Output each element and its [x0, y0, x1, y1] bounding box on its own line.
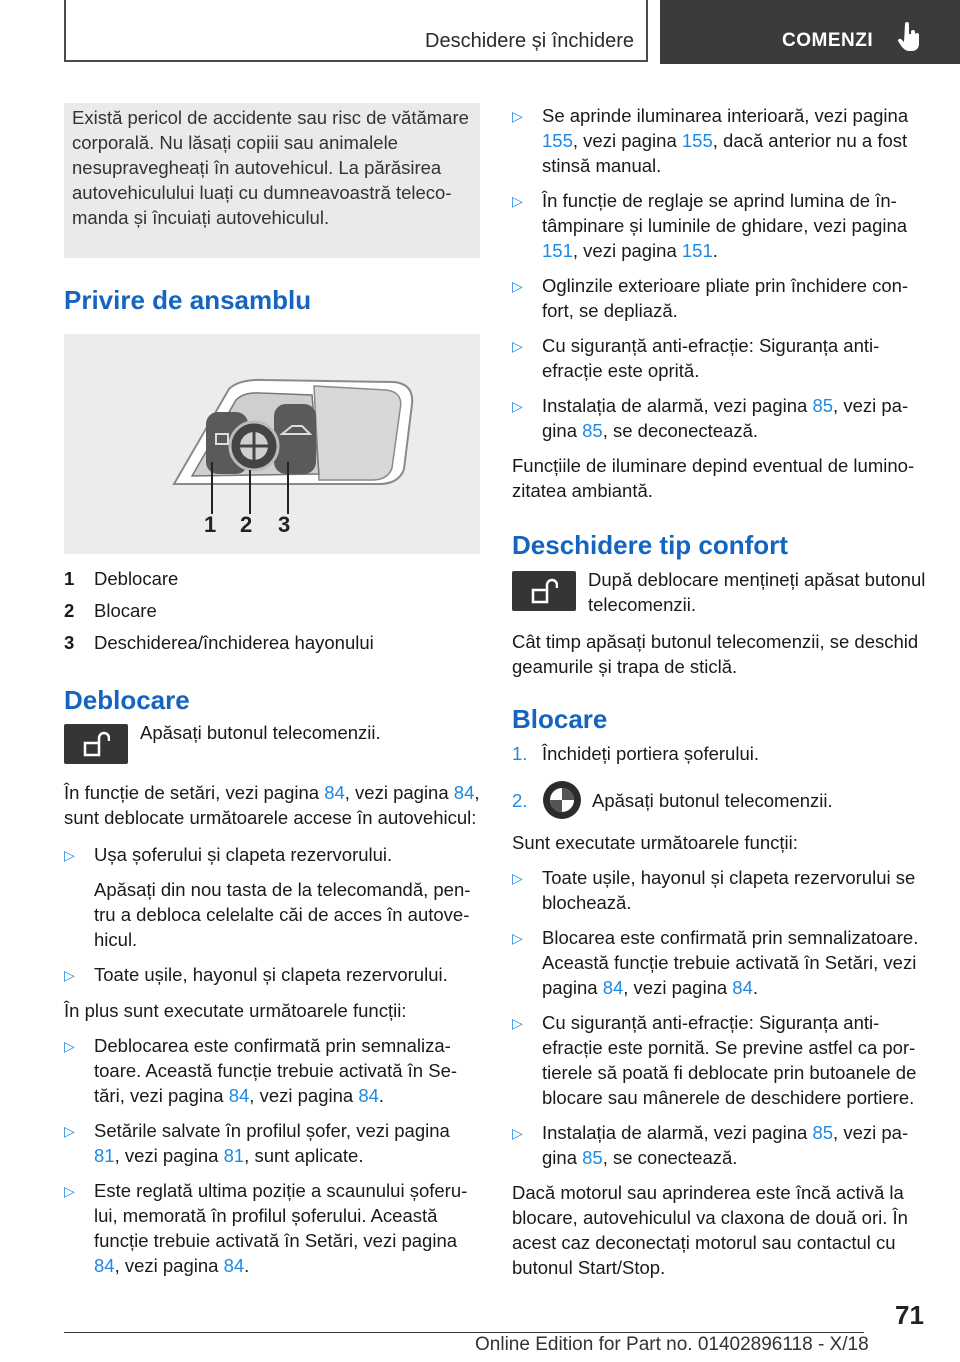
comfort-heading: Deschidere tip confort	[512, 530, 788, 560]
page-link[interactable]: 155	[681, 130, 713, 151]
hand-pointer-icon	[896, 22, 924, 52]
list-item: ▷ În funcție de reglaje se aprind lumina de întâmpinare și luminile de ghidare, vezi pagina 151, vezi pagina 151.	[512, 190, 908, 261]
legend-item: 3 Deschiderea/închiderea hayonului	[64, 631, 374, 653]
list-item: ▷ Ușa șoferului și clapeta rezervorului. Apăsați din nou tasta de la telecomandă, pentru a debloca celelalte căi de acces în autovehicul.	[64, 844, 471, 950]
list-item: ▷ Este reglată ultima poziție a scaunului șoferului, memorată în profilul șoferului. Această funcție trebuie activată în Setări, vezi pagina 84, vezi pagina 84.	[64, 1180, 468, 1276]
list-item: ▷ Oglinzile exterioare pliate prin închidere confort, se depliază.	[512, 275, 909, 321]
footer-divider	[64, 1332, 864, 1333]
page-link[interactable]: 85	[582, 1147, 603, 1168]
bullet-triangle-icon: ▷	[512, 278, 523, 294]
unlock-settings-paragraph: În funcție de setări, vezi pagina 84, vezi pagina 84, sunt deblocate următoarele accese în autovehicul:	[64, 782, 480, 828]
page-link[interactable]: 84	[228, 1085, 250, 1106]
executed-text: Sunt executate următoarele funcții:	[512, 832, 798, 853]
legend-item: 1 Deblocare	[64, 567, 179, 589]
page-link[interactable]: 155	[542, 130, 573, 151]
list-item: ▷ Cu siguranță anti-efracție: Siguranța anti-efracție este oprită.	[512, 335, 880, 381]
unlock-button-symbol	[64, 724, 128, 764]
list-item: ▷ Setările salvate în profilul șofer, vezi pagina 81, vezi pagina 81, sunt aplicate.	[64, 1120, 450, 1166]
warning-text: Există pericol de accidente sau risc de vătămare corporală. Nu lăsați copiii sau animalele nesupravegheați în autovehicul. La părăsirea autovehiculului luați cu dumneavoastră telecomanda și încuiați autovehiculul.	[72, 107, 469, 228]
page-link[interactable]: 81	[94, 1145, 115, 1166]
bullet-triangle-icon: ▷	[64, 967, 75, 983]
list-item: ▷ Toate ușile, hayonul și clapeta rezervorului.	[64, 962, 480, 988]
unlock-text: Apăsați butonul telecomenzii.	[140, 722, 381, 743]
fob-legend	[64, 562, 480, 658]
page-link[interactable]: 84	[324, 782, 345, 803]
page-link[interactable]: 84	[94, 1255, 115, 1276]
bullet-triangle-icon: ▷	[64, 1183, 75, 1199]
bmw-logo-icon	[542, 780, 582, 820]
unlock-icon	[530, 577, 558, 605]
bullet-triangle-icon: ▷	[512, 930, 523, 946]
legend-item: 2 Blocare	[64, 599, 157, 621]
list-item: ▷ Toate ușile, hayonul și clapeta rezervorului se blochează.	[512, 867, 916, 913]
warning-box	[64, 103, 480, 258]
page-link[interactable]: 84	[732, 977, 753, 998]
key-fob-illustration	[64, 334, 480, 554]
bullet-triangle-icon: ▷	[512, 870, 523, 886]
list-item: ▷ Cu siguranță anti-efracție: Siguranța anti-efracție este pornită. Se previne astfel ca portierele să poată fi deblocate prin butoanele de blocare sau mânerele de deschidere portiere.	[512, 1012, 917, 1108]
page-link[interactable]: 85	[812, 1122, 834, 1143]
list-item: ▷ Blocarea este confirmată prin semnalizatoare. Această funcție trebuie activată în Setări, vezi pagina 84, vezi pagina 84.	[512, 927, 919, 998]
bullet-triangle-icon: ▷	[512, 398, 523, 414]
section-title: Deschidere și închidere	[425, 30, 634, 52]
comfort-text: După deblocare mențineți apăsat butonul telecomenzii.	[588, 569, 926, 615]
comfort-text-2: Cât timp apăsați butonul telecomenzii, se deschid geamurile și trapa de sticlă.	[512, 631, 919, 677]
page-link[interactable]: 84	[453, 782, 475, 803]
page-link[interactable]: 151	[681, 240, 713, 261]
list-item: 1. Închideți portiera șoferului.	[512, 743, 759, 764]
bullet-triangle-icon: ▷	[64, 847, 75, 863]
page-link[interactable]: 84	[358, 1085, 379, 1106]
bullet-triangle-icon: ▷	[64, 1123, 75, 1139]
page-link[interactable]: 85	[582, 420, 603, 441]
bullet-triangle-icon: ▷	[512, 1015, 523, 1031]
key-fob-icon	[64, 334, 480, 554]
lighting-note: Funcțiile de iluminare depind eventual de luminozitatea ambiantă.	[512, 455, 915, 501]
unlock-heading: Deblocare	[64, 685, 190, 715]
list-item: ▷ Instalația de alarmă, vezi pagina 85, vezi pagina 85, se deconectează.	[512, 395, 909, 441]
list-item: ▷ Instalația de alarmă, vezi pagina 85, vezi pagina 85, se conectează.	[512, 1122, 909, 1168]
page-link[interactable]: 84	[223, 1255, 245, 1276]
right-column	[512, 103, 926, 1280]
header-section-box	[64, 0, 648, 62]
page-link[interactable]: 85	[812, 395, 834, 416]
bullet-triangle-icon: ▷	[512, 108, 523, 124]
list-item: ▷ Deblocarea este confirmată prin semnalizatoare. Această funcție trebuie activată în Setări, vezi pagina 84, vezi pagina 84.	[64, 1035, 458, 1106]
page-link[interactable]: 151	[542, 240, 573, 261]
overview-heading: Privire de ansamblu	[64, 285, 312, 315]
lock-heading: Blocare	[512, 704, 608, 734]
unlock-button-symbol	[512, 571, 576, 611]
list-item: ▷ Se aprinde iluminarea interioară, vezi pagina 155, vezi pagina 155, dacă anterior nu a fost stinsă manual.	[512, 105, 909, 176]
fob-label-2: 2	[240, 512, 253, 537]
page-link[interactable]: 81	[223, 1145, 245, 1166]
bullet-triangle-icon: ▷	[64, 1038, 75, 1054]
chapter-title: COMENZI	[782, 30, 874, 51]
bullet-triangle-icon: ▷	[512, 338, 523, 354]
chapter-tab[interactable]	[660, 0, 960, 64]
unlock-icon	[82, 730, 110, 758]
bullet-triangle-icon: ▷	[512, 1125, 523, 1141]
extra-functions-text: În plus sunt executate următoarele funcții:	[64, 1000, 407, 1021]
bullet-triangle-icon: ▷	[512, 193, 523, 209]
engine-note: Dacă motorul sau aprinderea este încă activă la blocare, autovehiculul va claxona de două ori. În acest caz deconectați motorul sau contactul cu butonul Start/Stop.	[512, 1182, 908, 1278]
edition-text: Online Edition for Part no. 01402896118 - X/18	[475, 1334, 869, 1355]
page-link[interactable]: 84	[602, 977, 624, 998]
page-number: 71	[895, 1300, 924, 1330]
left-column	[64, 103, 480, 1288]
fob-label-1: 1	[204, 512, 217, 537]
fob-label-3: 3	[278, 512, 291, 537]
list-item: 2. Apăsați butonul telecomenzii.	[512, 780, 926, 820]
